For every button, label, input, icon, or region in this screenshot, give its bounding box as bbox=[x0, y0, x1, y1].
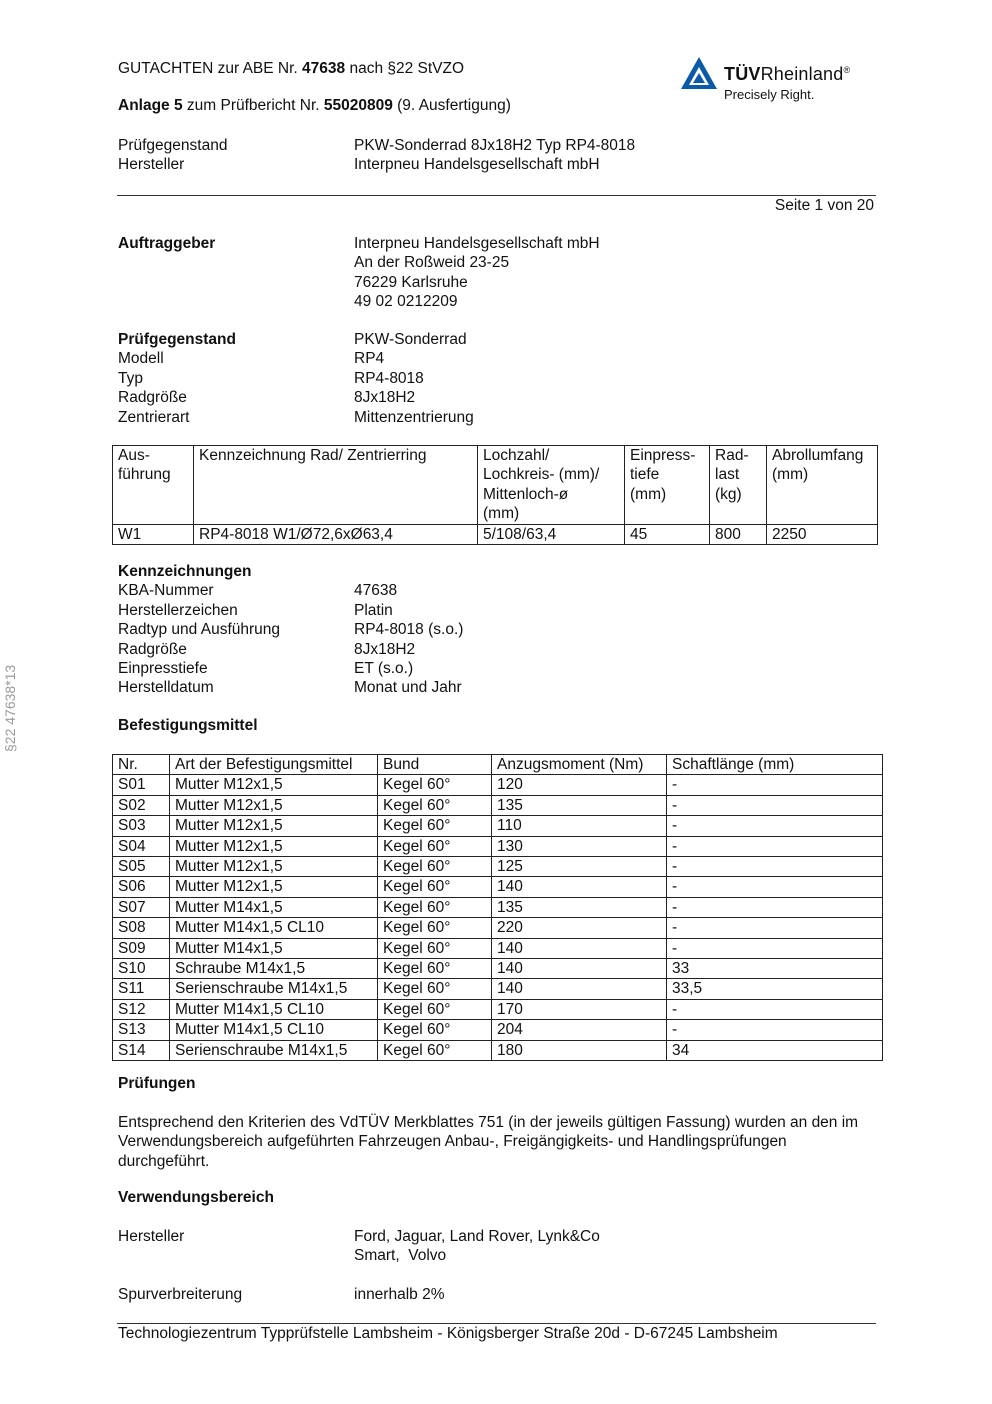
footer-address: Technologiezentrum Typprüfstelle Lambsheim - Königsberger Straße 20d - D-67245 Lambsheim bbox=[118, 1325, 778, 1342]
markings-block: Kennzeichnungen KBA-Nummer 47638 Herstellerzeichen Platin Radtyp und Ausführung RP4-8018 (s.o.) Radgröße 8Jx18H2 Einpresstiefe ET (s.o.) Herstelldatum Monat und Jahr bbox=[118, 563, 464, 697]
table-cell: 135 bbox=[492, 897, 667, 917]
table-cell: Mutter M14x1,5 bbox=[170, 897, 378, 917]
table-cell: Kegel 60° bbox=[378, 1040, 492, 1060]
table-row bbox=[113, 999, 883, 1019]
table-cell: 140 bbox=[492, 877, 667, 897]
table-cell: 204 bbox=[492, 1020, 667, 1040]
table-row bbox=[113, 836, 883, 856]
table-row bbox=[113, 938, 883, 958]
fasteners-title: Befestigungsmittel bbox=[118, 717, 258, 734]
table-cell: 33 bbox=[667, 959, 883, 979]
table-cell: 170 bbox=[492, 999, 667, 1019]
table-row bbox=[113, 1020, 883, 1040]
table-cell: Kegel 60° bbox=[378, 999, 492, 1019]
header-divider bbox=[117, 195, 876, 196]
table-cell: S08 bbox=[113, 918, 170, 938]
table-cell: Serienschraube M14x1,5 bbox=[170, 979, 378, 999]
report-title: GUTACHTEN zur ABE Nr. 47638 nach §22 StVZO bbox=[118, 60, 465, 77]
table-row bbox=[113, 1040, 883, 1060]
table-cell: Kegel 60° bbox=[378, 897, 492, 917]
table-cell: S10 bbox=[113, 959, 170, 979]
usage-title: Verwendungsbereich bbox=[118, 1189, 274, 1206]
table-cell: Kegel 60° bbox=[378, 918, 492, 938]
table-row bbox=[113, 979, 883, 999]
table-cell: - bbox=[667, 1020, 883, 1040]
header-meta: Prüfgegenstand PKW-Sonderrad 8Jx18H2 Typ RP4-8018 Hersteller Interpneu Handelsgesellschaft mbH bbox=[118, 137, 636, 174]
table-cell: Mutter M12x1,5 bbox=[170, 816, 378, 836]
table-cell: S13 bbox=[113, 1020, 170, 1040]
table-row bbox=[113, 795, 883, 815]
tuv-triangle-icon bbox=[680, 56, 718, 90]
table-cell: - bbox=[667, 938, 883, 958]
table-cell: Mutter M14x1,5 bbox=[170, 938, 378, 958]
annex-line: Anlage 5 zum Prüfbericht Nr. 55020809 (9. Ausfertigung) bbox=[118, 97, 511, 114]
table-cell: Kegel 60° bbox=[378, 816, 492, 836]
table-cell: Mutter M14x1,5 CL10 bbox=[170, 918, 378, 938]
table-cell: S03 bbox=[113, 816, 170, 836]
footer-divider bbox=[117, 1323, 876, 1324]
table-cell: Kegel 60° bbox=[378, 1020, 492, 1040]
fasteners-table bbox=[112, 754, 883, 1061]
table-cell: 220 bbox=[492, 918, 667, 938]
table-cell: Kegel 60° bbox=[378, 775, 492, 795]
table-cell: - bbox=[667, 857, 883, 877]
table-cell: Kegel 60° bbox=[378, 959, 492, 979]
table-cell: S01 bbox=[113, 775, 170, 795]
table-cell: 180 bbox=[492, 1040, 667, 1060]
table-cell: - bbox=[667, 816, 883, 836]
table-header-row: Nr. Art der Befestigungsmittel Bund Anzugsmoment (Nm) Schaftlänge (mm) bbox=[113, 755, 883, 775]
table-row bbox=[113, 897, 883, 917]
table-cell: - bbox=[667, 918, 883, 938]
table-cell: Mutter M12x1,5 bbox=[170, 795, 378, 815]
table-cell: 34 bbox=[667, 1040, 883, 1060]
table-cell: - bbox=[667, 897, 883, 917]
table-cell: - bbox=[667, 877, 883, 897]
table-cell: S09 bbox=[113, 938, 170, 958]
table-cell: 140 bbox=[492, 959, 667, 979]
table-cell: 135 bbox=[492, 795, 667, 815]
table-cell: 130 bbox=[492, 836, 667, 856]
table-cell: S12 bbox=[113, 999, 170, 1019]
tuv-logo: TÜVRheinland® Precisely Right. bbox=[680, 56, 870, 106]
table-header-row: Aus- führung Kennzeichnung Rad/ Zentrierring Lochzahl/ Lochkreis- (mm)/ Mittenloch-ø (mm) Einpress- tiefe (mm) Rad- last (kg) Abrollumfang (mm) bbox=[113, 446, 878, 525]
table-cell: Schraube M14x1,5 bbox=[170, 959, 378, 979]
page-number: Seite 1 von 20 bbox=[774, 197, 874, 214]
table-row bbox=[113, 816, 883, 836]
table-cell: Kegel 60° bbox=[378, 979, 492, 999]
table-cell: - bbox=[667, 836, 883, 856]
table-row bbox=[113, 959, 883, 979]
table-row bbox=[113, 775, 883, 795]
table-cell: Kegel 60° bbox=[378, 877, 492, 897]
table-cell: Mutter M12x1,5 bbox=[170, 836, 378, 856]
table-cell: 140 bbox=[492, 979, 667, 999]
table-cell: S04 bbox=[113, 836, 170, 856]
table-cell: Serienschraube M14x1,5 bbox=[170, 1040, 378, 1060]
table-cell: S11 bbox=[113, 979, 170, 999]
table-cell: - bbox=[667, 999, 883, 1019]
table-cell: Mutter M12x1,5 bbox=[170, 877, 378, 897]
table-cell: 110 bbox=[492, 816, 667, 836]
usage-block: Hersteller Ford, Jaguar, Land Rover, Lynk&Co Smart, Volvo bbox=[118, 1228, 600, 1265]
table-row bbox=[113, 918, 883, 938]
table-cell: 120 bbox=[492, 775, 667, 795]
subject-block: Prüfgegenstand PKW-Sonderrad Modell RP4 Typ RP4-8018 Radgröße 8Jx18H2 Zentrierart Mittenzentrierung bbox=[118, 331, 474, 426]
table-cell: Mutter M12x1,5 bbox=[170, 857, 378, 877]
tests-title: Prüfungen bbox=[118, 1075, 196, 1092]
table-cell: - bbox=[667, 795, 883, 815]
table-cell: S07 bbox=[113, 897, 170, 917]
table-cell: Kegel 60° bbox=[378, 857, 492, 877]
table-cell: Mutter M14x1,5 CL10 bbox=[170, 1020, 378, 1040]
table-cell: Mutter M14x1,5 CL10 bbox=[170, 999, 378, 1019]
track-block: Spurverbreiterung innerhalb 2% bbox=[118, 1286, 445, 1303]
table-cell: Kegel 60° bbox=[378, 938, 492, 958]
wheel-table bbox=[112, 445, 878, 545]
table-cell: S14 bbox=[113, 1040, 170, 1060]
table-row: W1 RP4-8018 W1/Ø72,6xØ63,4 5/108/63,4 45 800 2250 bbox=[113, 524, 878, 544]
logo-tagline: Precisely Right. bbox=[724, 87, 815, 102]
table-cell: Kegel 60° bbox=[378, 836, 492, 856]
table-cell: Mutter M12x1,5 bbox=[170, 775, 378, 795]
table-cell: S05 bbox=[113, 857, 170, 877]
table-cell: S02 bbox=[113, 795, 170, 815]
table-cell: - bbox=[667, 775, 883, 795]
table-cell: 125 bbox=[492, 857, 667, 877]
table-row bbox=[113, 877, 883, 897]
table-cell: 140 bbox=[492, 938, 667, 958]
client-block: Auftraggeber Interpneu Handelsgesellschaft mbH An der Roßweid 23-25 76229 Karlsruhe 49 02 0212209 bbox=[118, 235, 600, 311]
table-row bbox=[113, 857, 883, 877]
table-cell: 33,5 bbox=[667, 979, 883, 999]
table-cell: S06 bbox=[113, 877, 170, 897]
table-cell: Kegel 60° bbox=[378, 795, 492, 815]
tests-text: Entsprechend den Kriterien des VdTÜV Merkblattes 751 (in der jeweils gültigen Fassung) wurden an den im Verwendungsbereich aufgeführten Fahrzeugen Anbau-, Freigängigkeits- und Handlingsprüfungen durchgeführt. bbox=[118, 1114, 859, 1170]
